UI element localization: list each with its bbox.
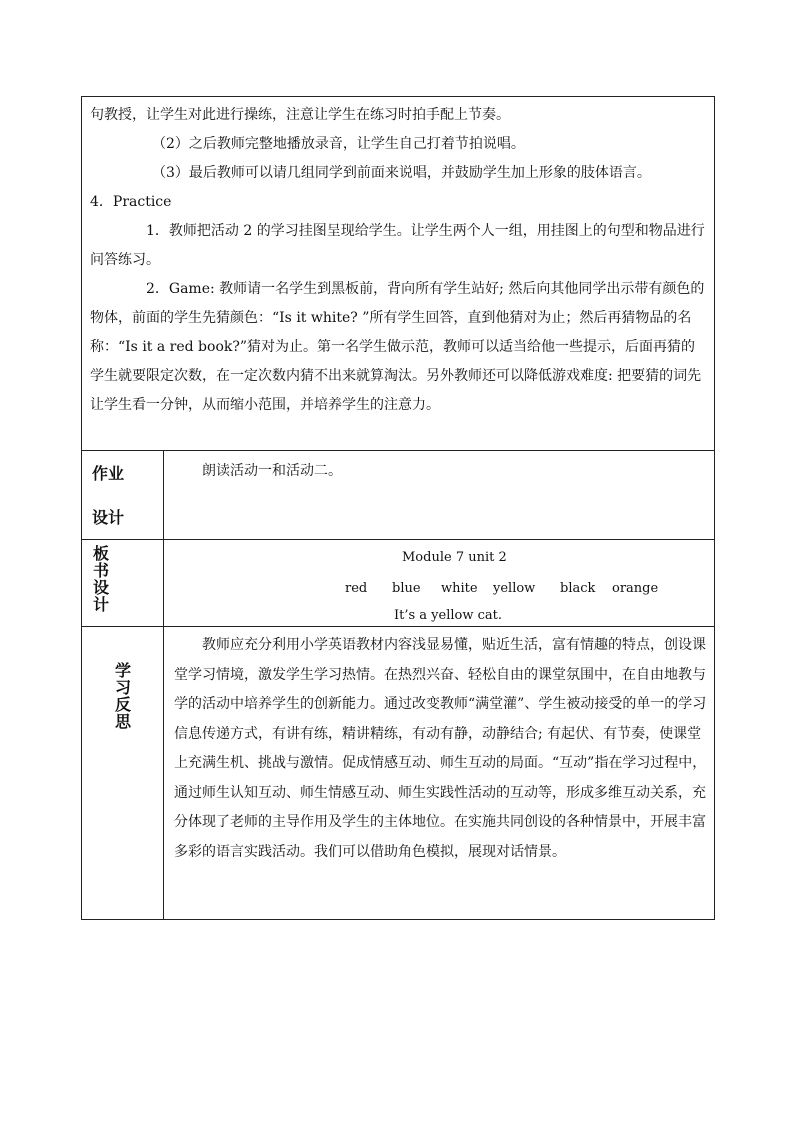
board-design-label: 板书设计	[93, 544, 110, 614]
homework-content: 朗读活动一和活动二。	[202, 463, 342, 479]
board-title: Module 7 unit 2	[402, 550, 507, 565]
homework-row	[82, 451, 715, 540]
board-design-content	[164, 540, 714, 626]
board-word-red: red	[345, 581, 368, 596]
board-word-orange: orange	[612, 581, 659, 596]
board-word-black: black	[560, 581, 596, 596]
reflection-content: 教师应充分利用小学英语教材内容浅显易懂，贴近生活，富有情趣的特点，创设课堂学习情境，激发学生学习热情。在热烈兴奋、轻松自由的课堂氛围中，在自由地教与学的活动中培养学生的创新能力。通过改变教师“满堂灌”、学生被动接受的单一的学习信息传递方式，有讲有练，精讲精练，有动有静，动静结合; 有起伏、有节奏，使课堂上充满生机、挑战与激情。促成情感互动、师生互动的局面。“互动”指在学习过程中，通过师生认知互动、师生情感互动、师生实践性活动的互动等，形成多维互动关系，充分体现了老师的主导作用及学生的主体地位。在实施共同创设的各种情景中，开展丰富多彩的语言实践活动。我们可以借助角色模拟，展现对话情景。	[174, 637, 707, 860]
reflection-label-cell	[82, 627, 164, 920]
homework-content-cell	[164, 451, 715, 540]
procedure-cell	[82, 97, 715, 451]
board-word-blue: blue	[392, 581, 421, 596]
procedure-row	[82, 97, 715, 451]
lesson-plan-table	[81, 96, 715, 920]
procedure-line-1: 句教授，让学生对此进行操练，注意让学生在练习时拍手配上节奏。	[90, 107, 510, 123]
homework-label-cell	[82, 451, 164, 540]
reflection-content-cell	[164, 627, 715, 920]
board-word-white: white	[441, 581, 478, 596]
homework-label-line-2: 设计	[92, 508, 125, 527]
board-word-yellow: yellow	[493, 581, 536, 596]
practice-item-2: 2．Game: 教师请一名学生到黑板前，背向所有学生站好; 然后向其他同学出示带有颜色的物体，前面的学生先猜颜色：“Is it white? ”所有学生回答，直到他猜对为止；然后再猜物品的名称：“Is it a red book?”猜对为止。第一名学生做示范，教师可以适当给他一些提示，后面再猜的学生就要限定次数，在一定次数内猜不出来就算淘汰。另外教师还可以降低游戏难度: 把要猜的词先让学生看一分钟，从而缩小范围，并培养学生的注意力。	[90, 281, 705, 413]
reflection-label: 学习反思	[115, 661, 132, 731]
homework-label-line-1: 作业	[92, 464, 125, 483]
procedure-line-2: （2）之后教师完整地播放录音，让学生自己打着节拍说唱。	[152, 136, 525, 152]
reflection-row	[82, 627, 715, 920]
board-design-row	[82, 540, 715, 627]
practice-item-1: 1．教师把活动 2 的学习挂图呈现给学生。让学生两个人一组，用挂图上的句型和物品进行问答练习。	[90, 223, 705, 268]
board-design-label-cell	[82, 540, 164, 627]
board-sentence: It’s a yellow cat.	[394, 608, 503, 623]
practice-heading: 4．Practice	[90, 194, 172, 210]
board-design-content-cell	[164, 540, 715, 627]
procedure-line-3: （3）最后教师可以请几组同学到前面来说唱，并鼓励学生加上形象的肢体语言。	[152, 165, 651, 181]
